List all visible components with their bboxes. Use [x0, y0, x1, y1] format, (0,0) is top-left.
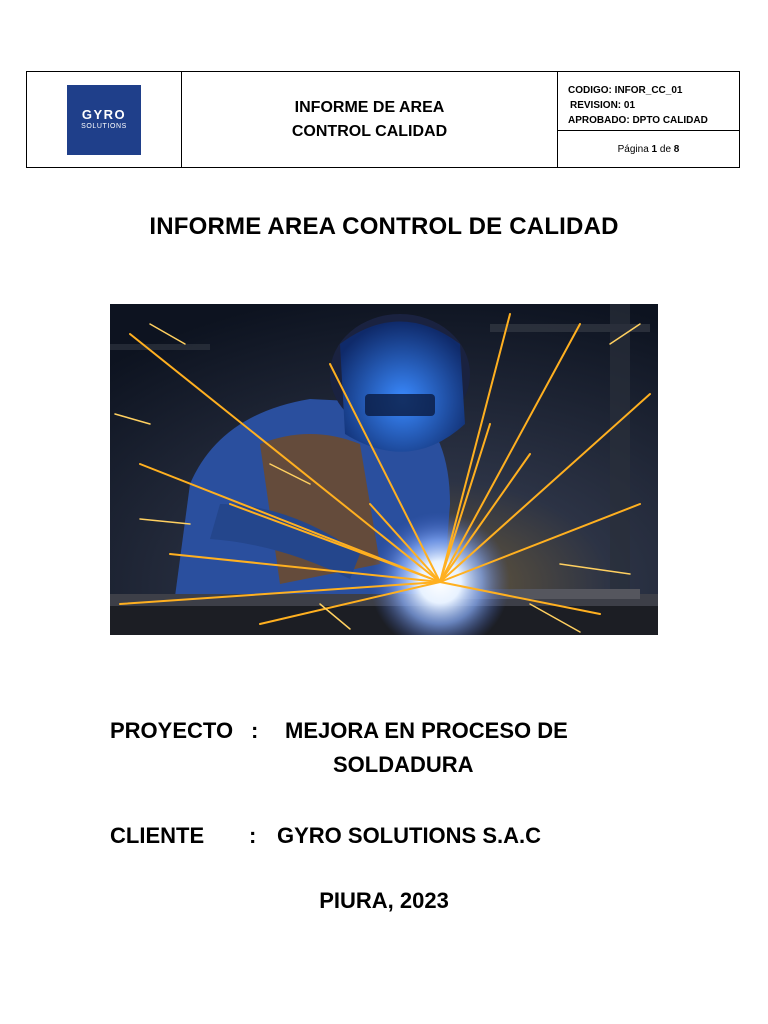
header-meta-cell [558, 72, 739, 167]
header-logo-cell [27, 72, 182, 167]
welding-photo [110, 304, 658, 635]
project-label: PROYECTO [110, 718, 234, 743]
page-of: de [659, 143, 672, 155]
codigo-text: CODIGO: INFOR_CC_01 [568, 85, 683, 96]
logo-sub-text: SOLUTIONS [81, 123, 127, 130]
header-title-cell [182, 72, 558, 167]
client-value: GYRO SOLUTIONS S.A.C [277, 823, 542, 848]
page-prefix: Página [617, 143, 649, 155]
aprobado-text: APROBADO: DPTO CALIDAD [568, 115, 708, 126]
page-indicator [558, 131, 739, 167]
project-value-line2: SOLDADURA [333, 752, 474, 777]
header-title-line1: INFORME DE AREA [294, 98, 445, 116]
welding-photo-icon [110, 304, 658, 635]
revision-text: REVISION: 01 [570, 100, 636, 111]
document-title: INFORME AREA CONTROL DE CALIDAD [149, 213, 619, 240]
header-meta-info [558, 72, 739, 131]
document-header [26, 71, 740, 168]
logo-main-text: GYRO [81, 107, 127, 122]
client-separator: : [249, 823, 257, 848]
project-value-line1: MEJORA EN PROCESO DE [285, 718, 568, 743]
project-separator: : [251, 718, 259, 743]
client-label: CLIENTE [110, 823, 205, 848]
company-logo [67, 85, 141, 155]
place-date: PIURA, 2023 [319, 888, 449, 913]
header-title-line2: CONTROL CALIDAD [291, 122, 448, 140]
page-current: 1 [651, 143, 658, 155]
page-total: 8 [673, 143, 680, 155]
